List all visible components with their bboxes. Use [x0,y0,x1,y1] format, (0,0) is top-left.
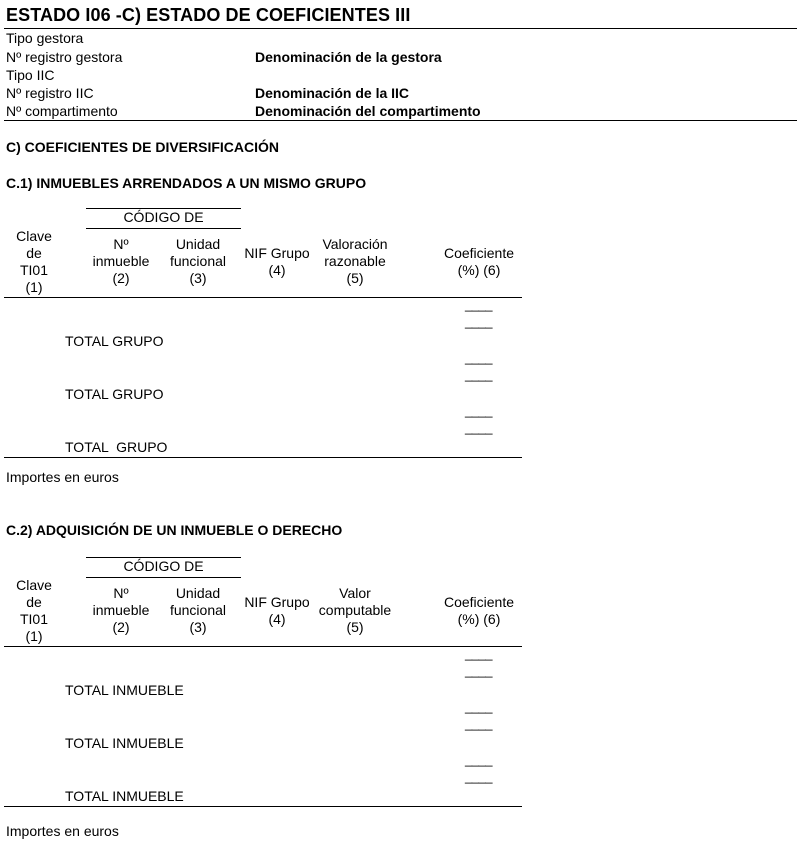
field-label-compartimento: Nº compartimento [6,103,118,119]
col-header-unidad-funcional: Unidad funcional (3) [169,585,227,635]
col-header-valor-computable: Valor computable (5) [318,585,392,635]
coef-placeholder: ____ [465,297,492,312]
table-header-divider [4,297,522,298]
col-header-nif-grupo: NIF Grupo (4) [244,594,310,627]
total-grupo-label: TOTAL GRUPO [65,386,164,402]
col-header-unidad-funcional: Unidad funcional (3) [169,236,227,286]
col-header-coeficiente: Coeficiente (%) (6) [443,245,515,278]
group-header-codigo: CÓDIGO DE [123,209,204,225]
field-value-denominacion-gestora: Denominación de la gestora [255,49,442,65]
field-value-denominacion-compartimento: Denominación del compartimento [255,103,481,119]
section-title: C) COEFICIENTES DE DIVERSIFICACIÓN [6,139,280,155]
footnote-importes: Importes en euros [6,823,119,839]
coef-placeholder: ____ [465,769,492,784]
field-label-tipo-iic: Tipo IIC [6,67,55,83]
coef-placeholder: ____ [465,646,492,661]
col-header-clave: Clave de TI01 (1) [16,577,52,644]
col-header-coeficiente: Coeficiente (%) (6) [443,594,515,627]
coef-placeholder: ____ [465,350,492,365]
page-title: ESTADO I06 -C) ESTADO DE COEFICIENTES III [6,5,411,25]
table-title-c1: C.1) INMUEBLES ARRENDADOS A UN MISMO GRUPO [6,175,367,191]
coef-placeholder: ____ [465,716,492,731]
coef-placeholder: ____ [465,314,492,329]
col-header-num-inmueble: Nº inmueble (2) [92,585,150,635]
coef-placeholder: ____ [465,663,492,678]
table-title-c2: C.2) ADQUISICIÓN DE UN INMUEBLE O DERECHO [6,522,343,538]
field-label-tipo-gestora: Tipo gestora [6,30,84,46]
footnote-importes: Importes en euros [6,469,119,485]
coef-placeholder: ____ [465,752,492,767]
field-label-registro-iic: Nº registro IIC [6,85,94,101]
total-inmueble-label: TOTAL INMUEBLE [65,735,184,751]
group-header-rule-bottom [86,228,241,229]
total-inmueble-label: TOTAL INMUEBLE [65,682,184,698]
coef-placeholder: ____ [465,367,492,382]
col-header-nif-grupo: NIF Grupo (4) [244,245,310,278]
group-header-rule-bottom [86,577,241,578]
group-header-codigo: CÓDIGO DE [123,558,204,574]
table-bottom-rule [4,457,522,458]
header-divider [4,120,797,121]
coef-placeholder: ____ [465,420,492,435]
col-header-valoracion: Valoración razonable (5) [322,236,388,286]
table-header-divider [4,646,522,647]
coef-placeholder: ____ [465,699,492,714]
total-grupo-label: TOTAL GRUPO [65,439,168,455]
col-header-clave: Clave de TI01 (1) [16,228,52,295]
coef-placeholder: ____ [465,403,492,418]
field-value-denominacion-iic: Denominación de la IIC [255,85,410,101]
title-divider [4,28,797,29]
total-inmueble-label: TOTAL INMUEBLE [65,788,184,804]
field-label-registro-gestora: Nº registro gestora [6,49,123,65]
table-bottom-rule [4,806,522,807]
total-grupo-label: TOTAL GRUPO [65,333,164,349]
col-header-num-inmueble: Nº inmueble (2) [92,236,150,286]
